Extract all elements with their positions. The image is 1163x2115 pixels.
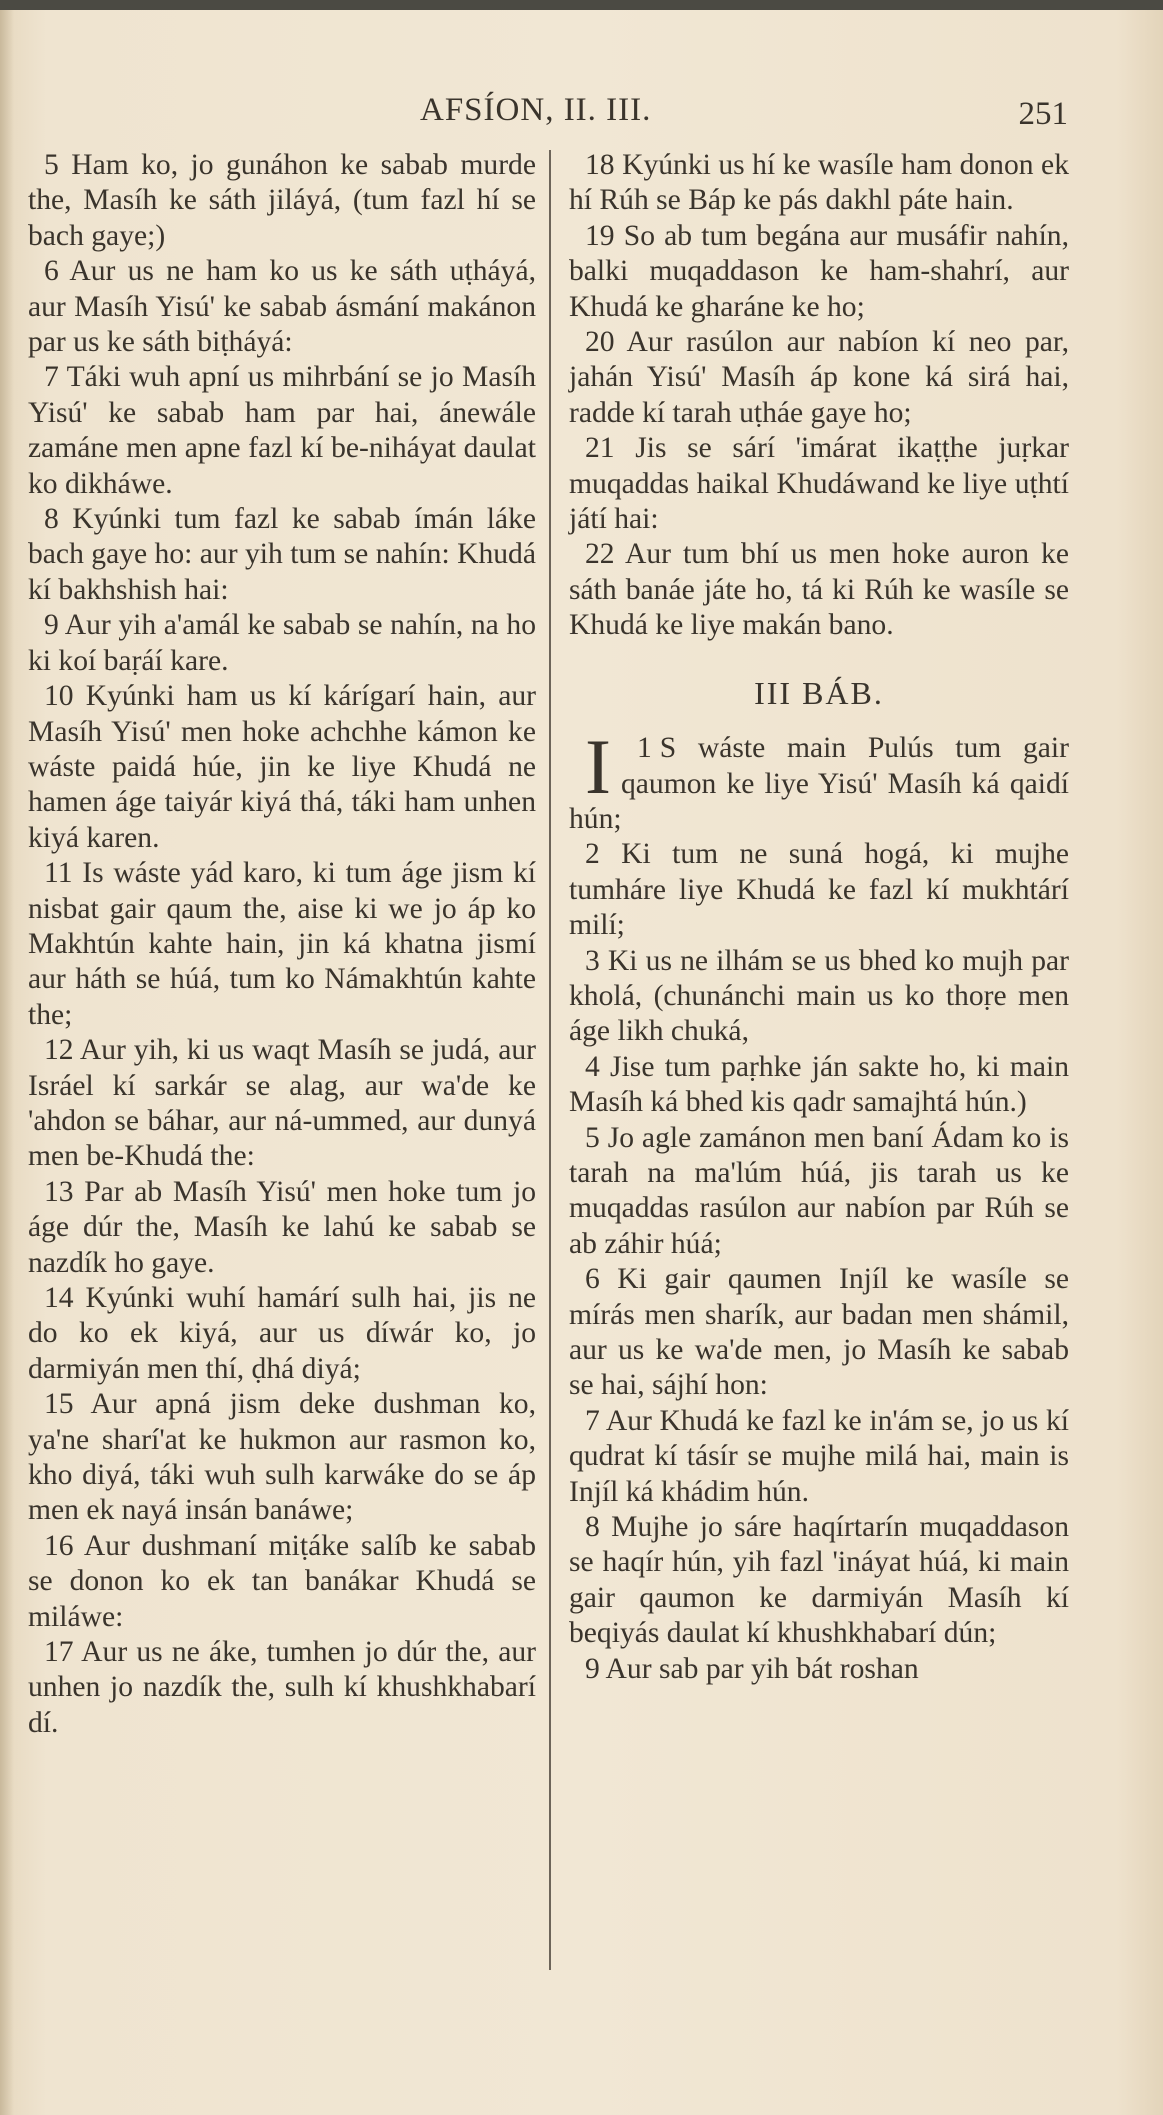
chapter-first-verse: [569, 723, 1069, 837]
top-border: [0, 0, 1163, 10]
page-number: 251: [1018, 96, 1068, 132]
binding-shadow: [0, 10, 14, 2115]
verse: 14 Kyúnki wuhí hamárí sulh hai, jis ne do ko ek kiyá, aur us díwár ko, jo darmiyán men thí, ḍhá diyá;: [28, 1282, 536, 1385]
verse: 11 Is wáste yád karo, ki tum áge jism kí nisbat gair qaum the, aise ki we jo áp ko Makhtún kahte hain, jin ká khatna jismí aur háth se húá, tum ko Námakhtún kahte the;: [28, 857, 536, 1031]
verse-text: S wáste main Pulús tum gair qaumon ke liye Yisú' Masíh ká qaidí hún;: [569, 732, 1069, 835]
verse: 16 Aur dushmaní miṭáke salíb ke sabab se donon ko ek tan banákar Khudá se miláwe:: [28, 1529, 536, 1633]
verse: 3 Ki us ne ilhám se us bhed ko mujh par kholá, (chunánchi main us ko thoṛe men áge likh chuká,: [569, 944, 1069, 1048]
left-column: [28, 148, 536, 1741]
verse: 12 Aur yih, ki us waqt Masíh se judá, aur Isráel kí sarkár se alag, aur wa'de ke 'ahdon se báhar, aur ná-ummed, aur dunyá men be-Khudá the:: [28, 1034, 536, 1173]
column-divider: [549, 150, 551, 1970]
verse: 19 So ab tum begána aur musáfir nahín, balki muqaddason ke ham-shahrí, aur Khudá ke gharáne ke ho;: [569, 219, 1069, 323]
verse: 6 Ki gair qaumen Injíl ke wasíle se mírás men sharík, aur badan men shámil, aur us ke wa'de men, jo Masíh ke sabab se hai, sájhí hon:: [569, 1263, 1069, 1402]
verse: 20 Aur rasúlon aur nabíon kí neo par, jahán Yisú' Masíh áp kone ká sirá hai, radde kí tarah uṭháe gaye ho;: [569, 326, 1069, 429]
verse: 15 Aur apná jism deke dushman ko, ya'ne sharí'at ke hukmon aur rasmon ko, kho diyá, táki wuh sulh karwáke do se áp men ek nayá insán banáwe;: [28, 1388, 536, 1527]
verse: 4 Jise tum paṛhke ján sakte ho, ki main Masíh ká bhed kis qadr samajhtá hún.): [569, 1050, 1069, 1119]
verse: 9 Aur yih a'amál ke sabab se nahín, na ho ki koí baṛáí kare.: [28, 609, 536, 677]
verse: 17 Aur us ne áke, tumhen jo dúr the, aur unhen jo nazdík the, sulh kí khushkhabarí dí.: [28, 1636, 536, 1739]
verse: 13 Par ab Masíh Yisú' men hoke tum jo áge dúr the, Masíh ke lahú ke sabab se nazdík ho gaye.: [28, 1175, 536, 1279]
verse: 9 Aur sab par yih bát roshan: [585, 1652, 919, 1685]
running-title: AFSÍON, II. III.: [420, 92, 652, 128]
verse-number: 1: [636, 732, 652, 765]
verse: 10 Kyúnki ham us kí kárígarí hain, aur Masíh Yisú' men hoke achchhe kámon ke wáste paidá húe, jin ke liye Khudá ne hamen áge taiyár kiyá thá, táki ham unhen kiyá karen.: [28, 680, 536, 854]
verse: 8 Kyúnki tum fazl ke sabab ímán láke bach gaye ho: aur yih tum se nahín: Khudá kí bakhshish hai:: [28, 503, 536, 606]
verse: 22 Aur tum bhí us men hoke auron ke sáth banáe játe ho, tá ki Rúh ke wasíle se Khudá ke liye makán bano.: [569, 538, 1069, 642]
verse: 5 Ham ko, jo gunáhon ke sabab murde the, Masíh ke sáth jiláyá, (tum fazl hí se bach gaye;): [28, 149, 536, 252]
page-header: [0, 92, 1163, 142]
verse: 5 Jo agle zamánon men baní Ádam ko is tarah na ma'lúm húá, jis tarah us ke muqaddas rasúlon aur nabíon par Rúh se ab záhir húá;: [569, 1121, 1069, 1260]
drop-cap: I: [585, 723, 611, 811]
chapter-heading: III BÁB.: [754, 674, 884, 711]
verse: 7 Aur Khudá ke fazl ke in'ám se, jo us kí qudrat kí tásír se mujhe milá hai, main is Injíl ká khádim hún.: [569, 1404, 1069, 1508]
verse: 6 Aur us ne ham ko us ke sáth uṭháyá, aur Masíh Yisú' ke sabab ásmání makánon par us ke sáth biṭháyá:: [28, 255, 536, 359]
right-column: [569, 148, 1069, 1687]
verse: 8 Mujhe jo sáre haqírtarín muqaddason se haqír hún, yih fazl 'ináyat húá, ki main gair qaumon ke darmiyán Masíh kí beqiyás daulat kí khushkhabarí dún;: [569, 1511, 1069, 1650]
verse: 7 Táki wuh apní us mihrbání se jo Masíh Yisú' ke sabab ham par hai, ánewále zamáne men apne fazl kí be-niháyat daulat ko dikháwe.: [28, 361, 536, 500]
verse: 21 Jis se sárí 'imárat ikaṭṭhe juṛkar muqaddas haikal Khudáwand ke liye uṭhtí játí hai:: [569, 432, 1069, 536]
verse: 18 Kyúnki us hí ke wasíle ham donon ek hí Rúh se Báp ke pás dakhl páte hain.: [569, 149, 1069, 217]
verse: 2 Ki tum ne suná hogá, ki mujhe tumháre liye Khudá ke fazl kí mukhtárí milí;: [569, 838, 1069, 942]
